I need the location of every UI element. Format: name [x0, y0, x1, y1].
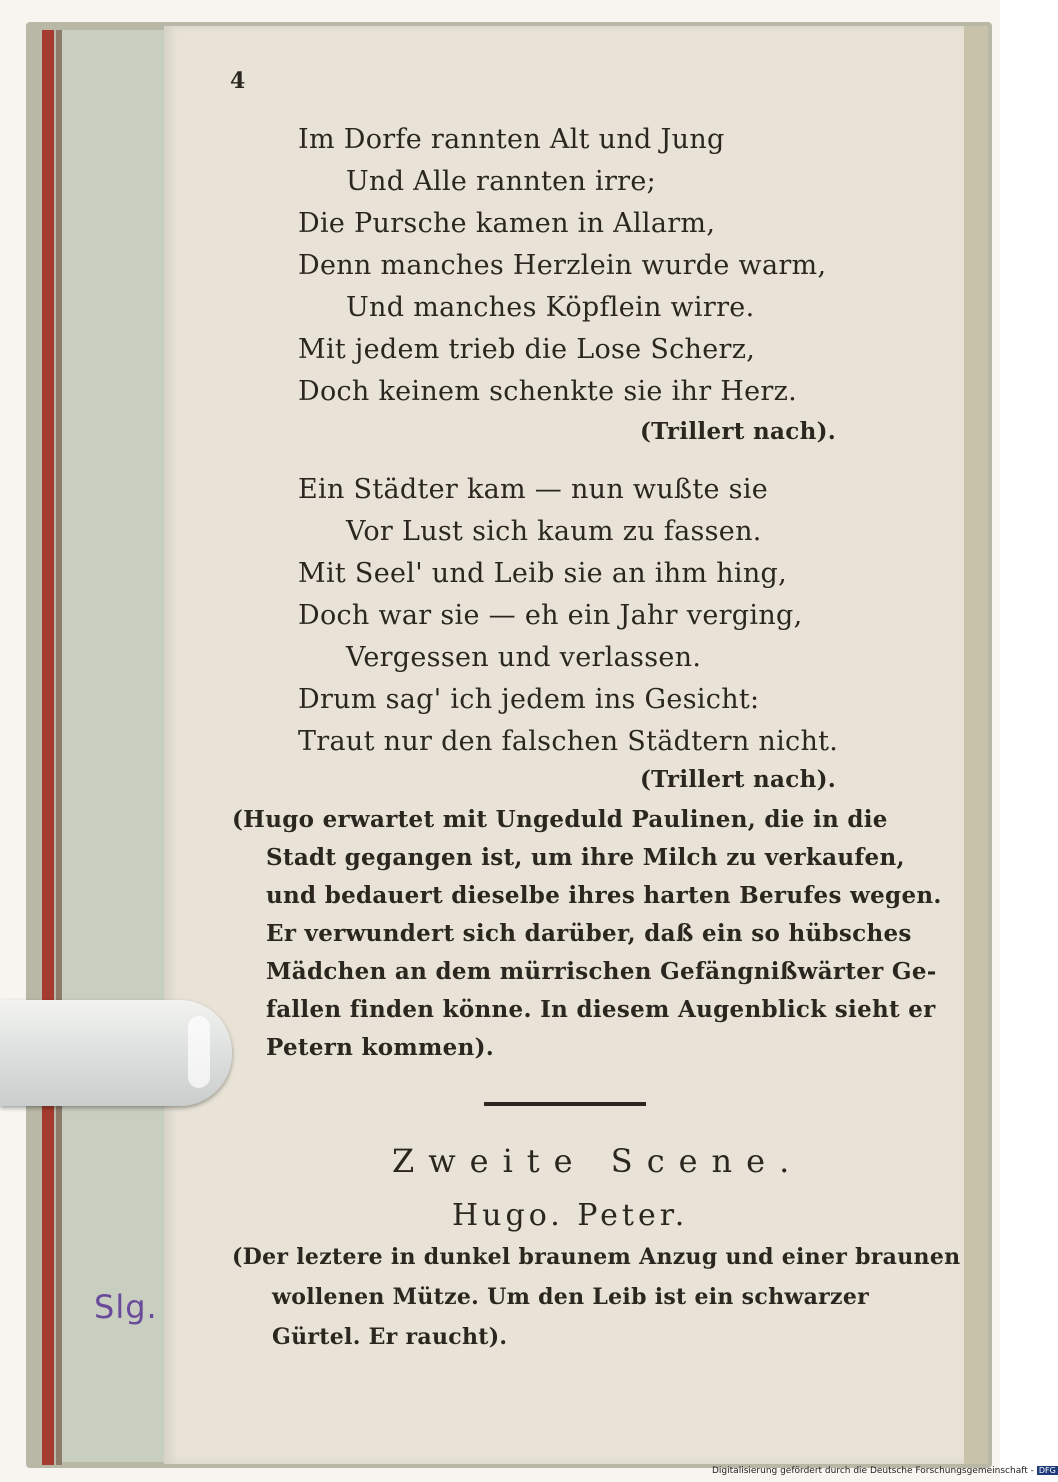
stage-direction-line-6: fallen finden könne. In diesem Augenblick sieht er [266, 996, 936, 1023]
stanza1-line-1: Im Dorfe rannten Alt und Jung [298, 124, 725, 155]
scene-direction-line-3: Gürtel. Er raucht). [272, 1324, 508, 1350]
flyleaf-strip [62, 30, 164, 1462]
stanza2-line-2: Vor Lust sich kaum zu fassen. [346, 516, 762, 547]
stage-direction-line-4: Er verwundert sich darüber, daß ein so hübsches [266, 920, 912, 947]
next-page-edge [964, 26, 988, 1464]
footer-credit-text: Digitalisierung gefördert durch die Deutsche Forschungsgemeinschaft - [712, 1466, 1034, 1476]
stanza2-line-7: Traut nur den falschen Städtern nicht. [298, 726, 839, 757]
scene-direction-line-1: (Der leztere in dunkel braunem Anzug und einer braunen [232, 1244, 961, 1270]
direction-trillert-2: (Trillert nach). [640, 766, 837, 793]
scene-direction-line-2: wollenen Mütze. Um den Leib ist ein schwarzer [272, 1284, 870, 1310]
stanza1-line-4: Denn manches Herzlein wurde warm, [298, 250, 827, 281]
stanza1-line-2: Und Alle rannten irre; [346, 166, 657, 197]
stanza2-line-6: Drum sag' ich jedem ins Gesicht: [298, 684, 760, 715]
dfg-logo: DFG [1038, 1466, 1056, 1475]
scene-persons: Hugo. Peter. [452, 1198, 689, 1233]
scene-heading: Zweite Scene. [392, 1142, 804, 1180]
stage-direction-line-3: und bedauert dieselbe ihres harten Berufes wegen. [266, 882, 942, 909]
stanza2-line-1: Ein Städter kam — nun wußte sie [298, 474, 769, 505]
stanza2-line-5: Vergessen und verlassen. [346, 642, 702, 673]
stage-direction-line-5: Mädchen an dem mürrischen Gefängnißwärter Ge- [266, 958, 937, 985]
stanza1-line-6: Mit jedem trieb die Lose Scherz, [298, 334, 756, 365]
stage-direction-line-1: (Hugo erwartet mit Ungeduld Paulinen, die in die [232, 806, 888, 833]
stage-direction-line-7: Petern kommen). [266, 1034, 495, 1061]
stanza1-line-7: Doch keinem schenkte sie ihr Herz. [298, 376, 798, 407]
stanza2-line-4: Doch war sie — eh ein Jahr verging, [298, 600, 803, 631]
footer-credit [712, 1466, 1058, 1476]
direction-trillert-1: (Trillert nach). [640, 418, 837, 445]
stanza1-line-5: Und manches Köpflein wirre. [346, 292, 755, 323]
book-edge-red [42, 30, 54, 1465]
stanza1-line-3: Die Pursche kamen in Allarm, [298, 208, 716, 239]
page-clip-tab [0, 1000, 232, 1106]
stage-direction-line-2: Stadt gegangen ist, um ihre Milch zu verkaufen, [266, 844, 905, 871]
stanza2-line-3: Mit Seel' und Leib sie an ihm hing, [298, 558, 787, 589]
page-number: 4 [230, 68, 246, 94]
library-stamp: Slg. [94, 1288, 158, 1326]
section-divider-rule [484, 1102, 646, 1106]
